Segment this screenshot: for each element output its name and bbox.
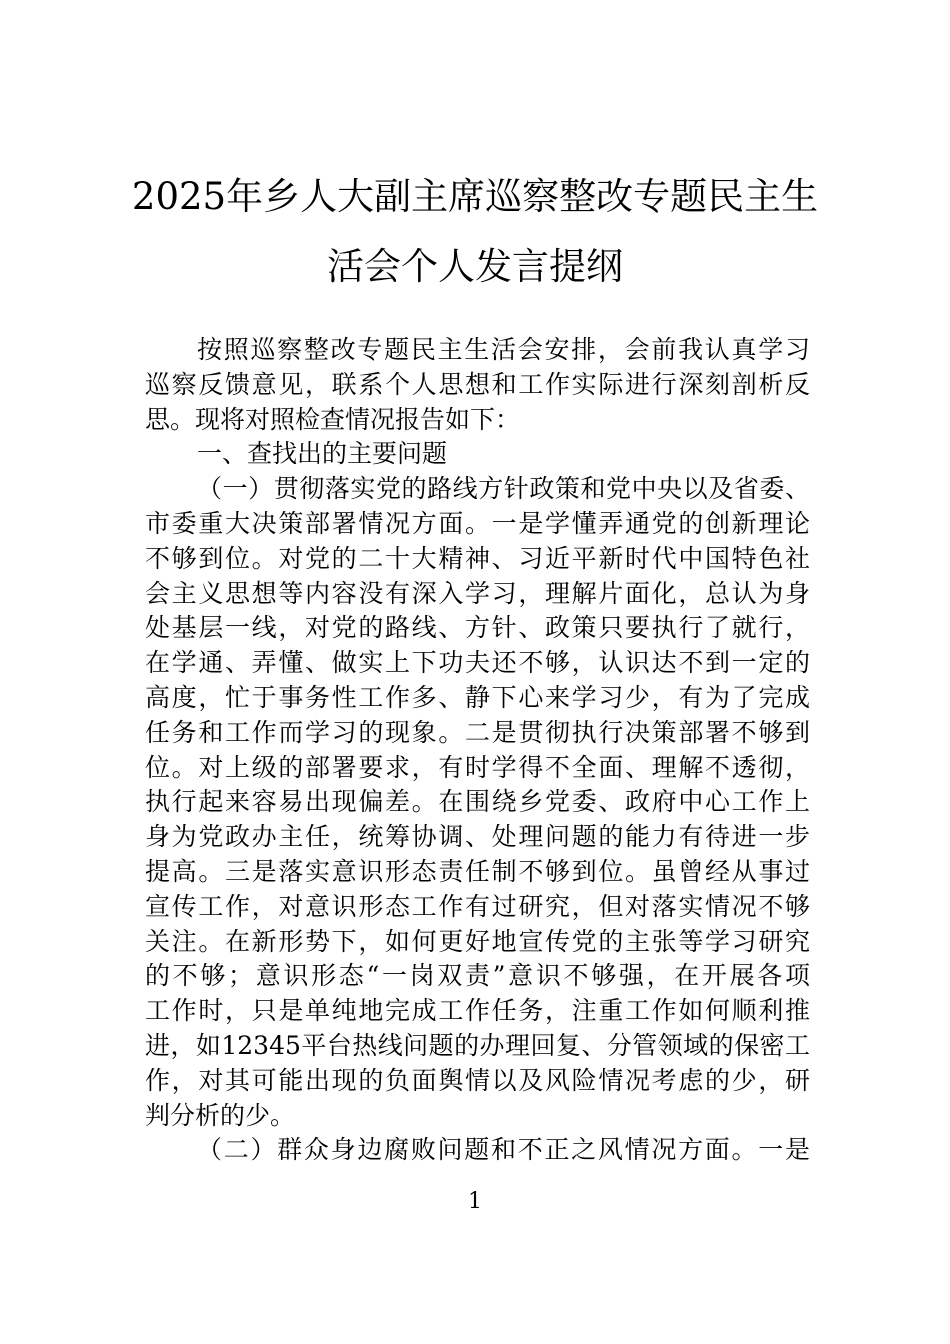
body-line: 身为党政办主任，统筹协调、处理问题的能力有待进一步 [145, 822, 810, 852]
body-line: 执行起来容易出现偏差。在围绕乡党委、政府中心工作上 [145, 787, 810, 817]
body-line: 处基层一线，对党的路线、方针、政策只要执行了就行， [145, 613, 810, 643]
body-line: 按照巡察整改专题民主生活会安排，会前我认真学习 [197, 335, 810, 364]
body-line: 关注。在新形势下，如何更好地宣传党的主张等学习研究 [145, 926, 810, 956]
body-line: 巡察反馈意见，联系个人思想和工作实际进行深刻剖析反 [145, 369, 810, 399]
body-line: 进，如12345平台热线问题的办理回复、分管领域的保密工 [145, 1030, 810, 1060]
section-heading: 一、查找出的主要问题 [197, 439, 448, 469]
body-line: 思。现将对照检查情况报告如下： [145, 404, 521, 434]
body-line: 在学通、弄懂、做实上下功夫还不够，认识达不到一定的 [145, 648, 810, 678]
subsection-heading-line: （二）群众身边腐败问题和不正之风情况方面。一是 [197, 1135, 810, 1165]
body-line: 高度，忙于事务性工作多、静下心来学习少，有为了完成 [145, 682, 810, 712]
document-title-line-1: 2025年乡人大副主席巡察整改专题民主生 [131, 175, 819, 218]
body-line: 市委重大决策部署情况方面。一是学懂弄通党的创新理论 [145, 508, 810, 538]
body-line: 工作时，只是单纯地完成工作任务，注重工作如何顺利推 [145, 996, 810, 1026]
body-line: 不够到位。对党的二十大精神、习近平新时代中国特色社 [145, 543, 810, 573]
body-line: 提高。三是落实意识形态责任制不够到位。虽曾经从事过 [145, 856, 810, 886]
body-line: 的不够；意识形态“一岗双责”意识不够强，在开展各项 [145, 961, 810, 991]
document-title-line-2: 活会个人发言提纲 [327, 245, 623, 288]
body-line: 判分析的少。 [145, 1100, 296, 1130]
body-line: 会主义思想等内容没有深入学习，理解片面化，总认为身 [145, 578, 810, 608]
document-body [145, 333, 810, 1168]
page-number: 1 [468, 1189, 482, 1214]
body-line: 任务和工作而学习的现象。二是贯彻执行决策部署不够到 [145, 717, 810, 747]
body-line: 作，对其可能出现的负面舆情以及风险情况考虑的少，研 [145, 1065, 810, 1095]
subsection-heading-line: （一）贯彻落实党的路线方针政策和党中央以及省委、 [197, 474, 810, 504]
body-line: 位。对上级的部署要求，有时学得不全面、理解不透彻， [145, 752, 810, 782]
body-line: 宣传工作，对意识形态工作有过研究，但对落实情况不够 [145, 891, 810, 921]
